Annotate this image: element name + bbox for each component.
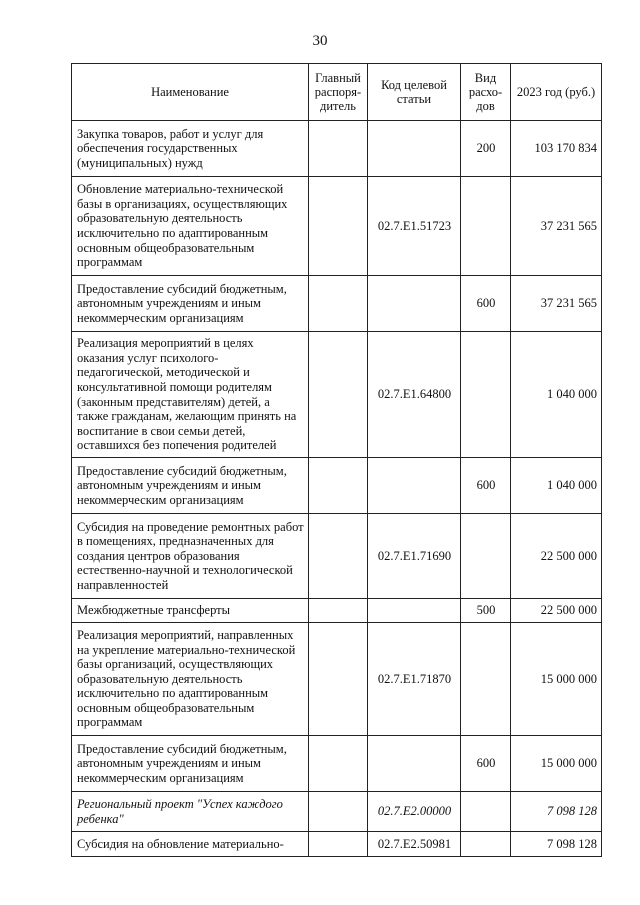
cell-kind [461, 792, 511, 832]
cell-manager [309, 736, 368, 792]
table-row [72, 736, 602, 792]
cell-kind: 600 [461, 458, 511, 514]
page-number: 30 [312, 33, 328, 49]
cell-name: Предоставление субсидий бюджетным, автономным учреждениям и иным некоммерческим организациям [72, 736, 309, 792]
cell-manager [309, 276, 368, 332]
table-row [72, 121, 602, 177]
header-amount: 2023 год (руб.) [511, 64, 602, 121]
table-row [72, 599, 602, 623]
cell-code: 02.7.E1.51723 [368, 177, 461, 276]
cell-kind: 200 [461, 121, 511, 177]
cell-name: Межбюджетные трансферты [72, 599, 309, 623]
cell-amount: 7 098 128 [511, 832, 602, 857]
cell-manager [309, 177, 368, 276]
cell-name: Предоставление субсидий бюджетным, автономным учреждениям и иным некоммерческим организациям [72, 458, 309, 514]
cell-amount: 1 040 000 [511, 332, 602, 458]
cell-name: Реализация мероприятий в целях оказания услуг психолого-педагогической, методической и консультативной помощи родителям (законным представителям) детей, а также гражданам, желающим принять на воспитание в свои семьи детей, оставшихся без попечения родителей [72, 332, 309, 458]
cell-manager [309, 599, 368, 623]
cell-amount: 37 231 565 [511, 276, 602, 332]
cell-amount: 22 500 000 [511, 599, 602, 623]
cell-manager [309, 832, 368, 857]
budget-table [71, 63, 602, 857]
table-row [72, 458, 602, 514]
table-row [72, 332, 602, 458]
table-header-row [72, 64, 602, 121]
cell-code [368, 276, 461, 332]
cell-code: 02.7.E2.50981 [368, 832, 461, 857]
cell-kind [461, 177, 511, 276]
table-row [72, 514, 602, 599]
cell-manager [309, 121, 368, 177]
cell-kind [461, 332, 511, 458]
cell-amount: 103 170 834 [511, 121, 602, 177]
table-row [72, 792, 602, 832]
cell-code: 02.7.E1.71870 [368, 623, 461, 736]
cell-amount: 7 098 128 [511, 792, 602, 832]
cell-name: Субсидия на обновление материально- [72, 832, 309, 857]
table-row [72, 177, 602, 276]
cell-code: 02.7.E1.71690 [368, 514, 461, 599]
cell-name: Обновление материально-технической базы в организациях, осуществляющих образовательную деятельность исключительно по адаптированным основным общеобразовательным программам [72, 177, 309, 276]
cell-kind: 500 [461, 599, 511, 623]
cell-amount: 15 000 000 [511, 736, 602, 792]
header-kind: Вид расхо-дов [461, 64, 511, 121]
cell-kind [461, 832, 511, 857]
table-row [72, 276, 602, 332]
cell-amount: 22 500 000 [511, 514, 602, 599]
cell-amount: 37 231 565 [511, 177, 602, 276]
cell-code: 02.7.E1.64800 [368, 332, 461, 458]
cell-manager [309, 514, 368, 599]
cell-name: Региональный проект "Успех каждого ребенка" [72, 792, 309, 832]
cell-kind [461, 514, 511, 599]
cell-name: Предоставление субсидий бюджетным, автономным учреждениям и иным некоммерческим организациям [72, 276, 309, 332]
cell-name: Реализация мероприятий, направленных на укрепление материально-технической базы организаций, осуществляющих образовательную деятельность исключительно по адаптированным основным общеобразовательным программам [72, 623, 309, 736]
cell-kind [461, 623, 511, 736]
cell-manager [309, 332, 368, 458]
cell-code [368, 599, 461, 623]
cell-name: Субсидия на проведение ремонтных работ в помещениях, предназначенных для создания центров образования естественно-научной и технологической направленностей [72, 514, 309, 599]
cell-manager [309, 623, 368, 736]
table-body [72, 121, 602, 857]
header-name: Наименование [72, 64, 309, 121]
cell-manager [309, 792, 368, 832]
cell-kind: 600 [461, 276, 511, 332]
cell-amount: 1 040 000 [511, 458, 602, 514]
table-row [72, 623, 602, 736]
cell-code [368, 458, 461, 514]
cell-code: 02.7.E2.00000 [368, 792, 461, 832]
cell-code [368, 736, 461, 792]
cell-code [368, 121, 461, 177]
cell-kind: 600 [461, 736, 511, 792]
header-code: Код целевой статьи [368, 64, 461, 121]
table-row [72, 832, 602, 857]
header-manager: Главный распоря-дитель [309, 64, 368, 121]
cell-name: Закупка товаров, работ и услуг для обеспечения государственных (муниципальных) нужд [72, 121, 309, 177]
cell-manager [309, 458, 368, 514]
cell-amount: 15 000 000 [511, 623, 602, 736]
